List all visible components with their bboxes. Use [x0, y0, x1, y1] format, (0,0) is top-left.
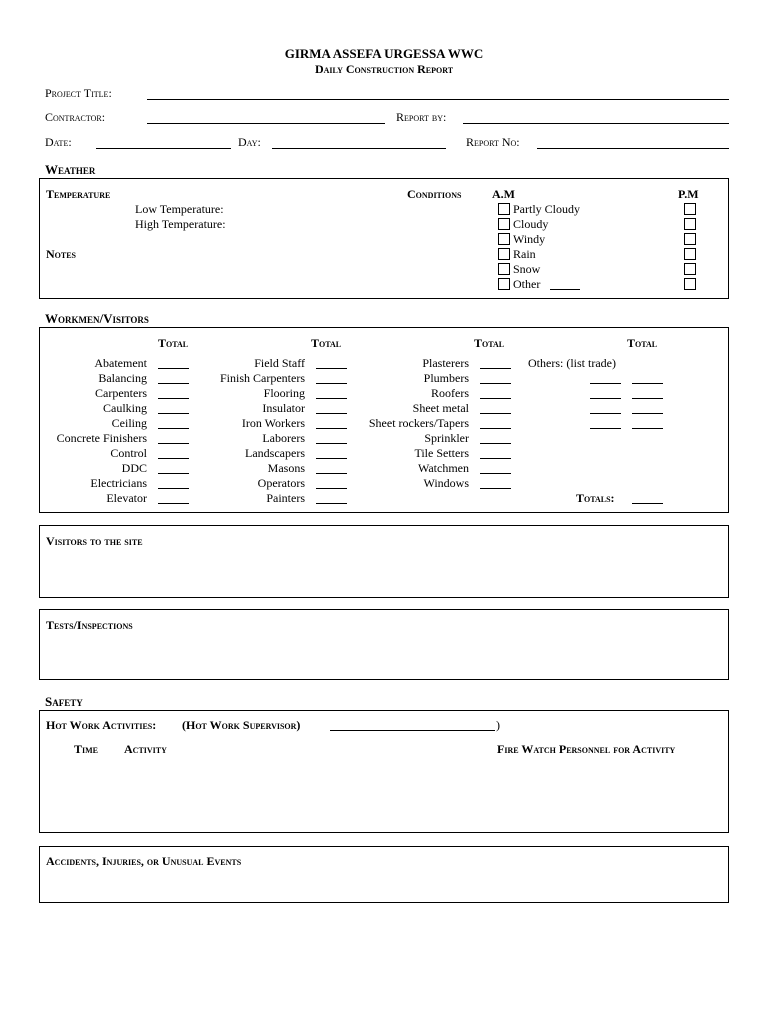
- trade-label: Flooring: [263, 386, 305, 400]
- other-trade-field[interactable]: [590, 428, 621, 429]
- hot-work-label: Hot Work Activities:: [46, 718, 157, 732]
- trade-label: Sheet metal: [412, 401, 469, 415]
- trade-count-field[interactable]: [480, 398, 511, 399]
- trade-label: Ceiling: [111, 416, 147, 430]
- trade-label: Watchmen: [417, 461, 469, 475]
- tests-box[interactable]: [39, 609, 729, 680]
- report-no-label: Report No:: [466, 135, 520, 149]
- activity-label: Activity: [124, 742, 167, 756]
- weather-heading: Weather: [45, 162, 96, 177]
- total-header-3: Total: [474, 336, 505, 350]
- day-field[interactable]: [272, 148, 446, 149]
- pm-checkbox[interactable]: [684, 278, 696, 290]
- trade-label: Iron Workers: [241, 416, 305, 430]
- trade-label: Caulking: [103, 401, 147, 415]
- trade-label: Landscapers: [245, 446, 305, 460]
- pm-checkbox[interactable]: [684, 203, 696, 215]
- trade-label: Insulator: [262, 401, 305, 415]
- other-trade-count-field[interactable]: [632, 398, 663, 399]
- company-name: GIRMA ASSEFA URGESSA WWC: [284, 46, 484, 61]
- trade-count-field[interactable]: [480, 443, 511, 444]
- trade-label: Laborers: [262, 431, 305, 445]
- am-checkbox[interactable]: [498, 233, 510, 245]
- trade-count-field[interactable]: [480, 473, 511, 474]
- condition-label: Other: [513, 277, 541, 291]
- total-header-1: Total: [158, 336, 189, 350]
- pm-checkbox[interactable]: [684, 233, 696, 245]
- pm-checkbox[interactable]: [684, 218, 696, 230]
- accidents-heading: Accidents, Injuries, or Unusual Events: [46, 854, 242, 868]
- am-checkbox[interactable]: [498, 248, 510, 260]
- condition-label: Rain: [513, 247, 536, 261]
- trade-label: Elevator: [106, 491, 147, 505]
- trade-label: Masons: [267, 461, 305, 475]
- trade-label: Field Staff: [254, 356, 305, 370]
- totals-field[interactable]: [632, 503, 663, 504]
- time-label: Time: [74, 742, 99, 756]
- other-trade-field[interactable]: [590, 383, 621, 384]
- trade-label: Plasterers: [422, 356, 469, 370]
- contractor-label: Contractor:: [45, 110, 106, 124]
- temperature-label: Temperature: [46, 187, 111, 201]
- workmen-heading: Workmen/Visitors: [45, 311, 149, 326]
- trade-count-field[interactable]: [480, 488, 511, 489]
- trade-label: Windows: [423, 476, 469, 490]
- trade-label: Sprinkler: [424, 431, 469, 445]
- fire-watch-label: Fire Watch Personnel for Activity: [497, 742, 676, 756]
- am-checkbox[interactable]: [498, 218, 510, 230]
- am-checkbox[interactable]: [498, 203, 510, 215]
- trade-label: Roofers: [431, 386, 469, 400]
- trade-label: Carpenters: [95, 386, 147, 400]
- report-title: Daily Construction Report: [314, 62, 454, 76]
- pm-checkbox[interactable]: [684, 248, 696, 260]
- date-field[interactable]: [96, 148, 231, 149]
- trade-label: Control: [110, 446, 147, 460]
- trade-count-field[interactable]: [480, 413, 511, 414]
- condition-label: Cloudy: [513, 217, 549, 231]
- date-label: Date:: [45, 135, 72, 149]
- trade-label: DDC: [121, 461, 147, 475]
- trade-label: Abatement: [94, 356, 147, 370]
- condition-label: Partly Cloudy: [513, 202, 581, 216]
- low-temperature-label: Low Temperature:: [135, 202, 224, 216]
- report-no-field[interactable]: [537, 148, 729, 149]
- trade-label: Finish Carpenters: [220, 371, 305, 385]
- safety-heading: Safety: [45, 694, 83, 709]
- tests-heading: Tests/Inspections: [46, 618, 133, 632]
- totals-label: Totals:: [576, 491, 615, 505]
- trade-label: Electricians: [90, 476, 147, 490]
- condition-label: Windy: [513, 232, 546, 246]
- pm-label: P.M: [678, 187, 699, 201]
- weather-box: [39, 178, 729, 299]
- am-label: A.M: [492, 187, 515, 201]
- other-trade-count-field[interactable]: [632, 413, 663, 414]
- trade-label: Painters: [266, 491, 305, 505]
- trade-label: Concrete Finishers: [56, 431, 147, 445]
- project-title-label: Project Title:: [45, 86, 112, 100]
- trade-count-field[interactable]: [316, 503, 347, 504]
- total-header-4: Total: [627, 336, 658, 350]
- trade-count-field[interactable]: [480, 428, 511, 429]
- hot-work-supervisor-field[interactable]: [330, 730, 495, 731]
- trade-label: Sheet rockers/Tapers: [368, 416, 469, 430]
- report-by-field[interactable]: [463, 123, 729, 124]
- contractor-field[interactable]: [147, 123, 385, 124]
- project-title-field[interactable]: [147, 99, 729, 100]
- other-condition-field[interactable]: [550, 289, 580, 290]
- am-checkbox[interactable]: [498, 278, 510, 290]
- trade-label: Balancing: [98, 371, 147, 385]
- trade-label: Operators: [257, 476, 305, 490]
- trade-label: Tile Setters: [414, 446, 469, 460]
- other-trade-count-field[interactable]: [632, 383, 663, 384]
- report-by-label: Report by:: [396, 110, 447, 124]
- high-temperature-label: High Temperature:: [135, 217, 226, 231]
- conditions-label: Conditions: [407, 187, 462, 201]
- visitors-heading: Visitors to the site: [46, 534, 143, 548]
- trade-count-field[interactable]: [480, 368, 511, 369]
- hot-work-supervisor-label: (Hot Work Supervisor): [182, 718, 301, 732]
- other-trade-field[interactable]: [590, 413, 621, 414]
- pm-checkbox[interactable]: [684, 263, 696, 275]
- day-label: Day:: [238, 135, 261, 149]
- condition-label: Snow: [513, 262, 541, 276]
- others-label: Others: (list trade): [528, 356, 616, 370]
- notes-label: Notes: [46, 247, 77, 261]
- am-checkbox[interactable]: [498, 263, 510, 275]
- supervisor-close-paren: ): [496, 718, 500, 732]
- total-header-2: Total: [311, 336, 342, 350]
- other-trade-count-field[interactable]: [632, 428, 663, 429]
- trade-label: Plumbers: [423, 371, 469, 385]
- trade-count-field[interactable]: [480, 458, 511, 459]
- trade-count-field[interactable]: [480, 383, 511, 384]
- other-trade-field[interactable]: [590, 398, 621, 399]
